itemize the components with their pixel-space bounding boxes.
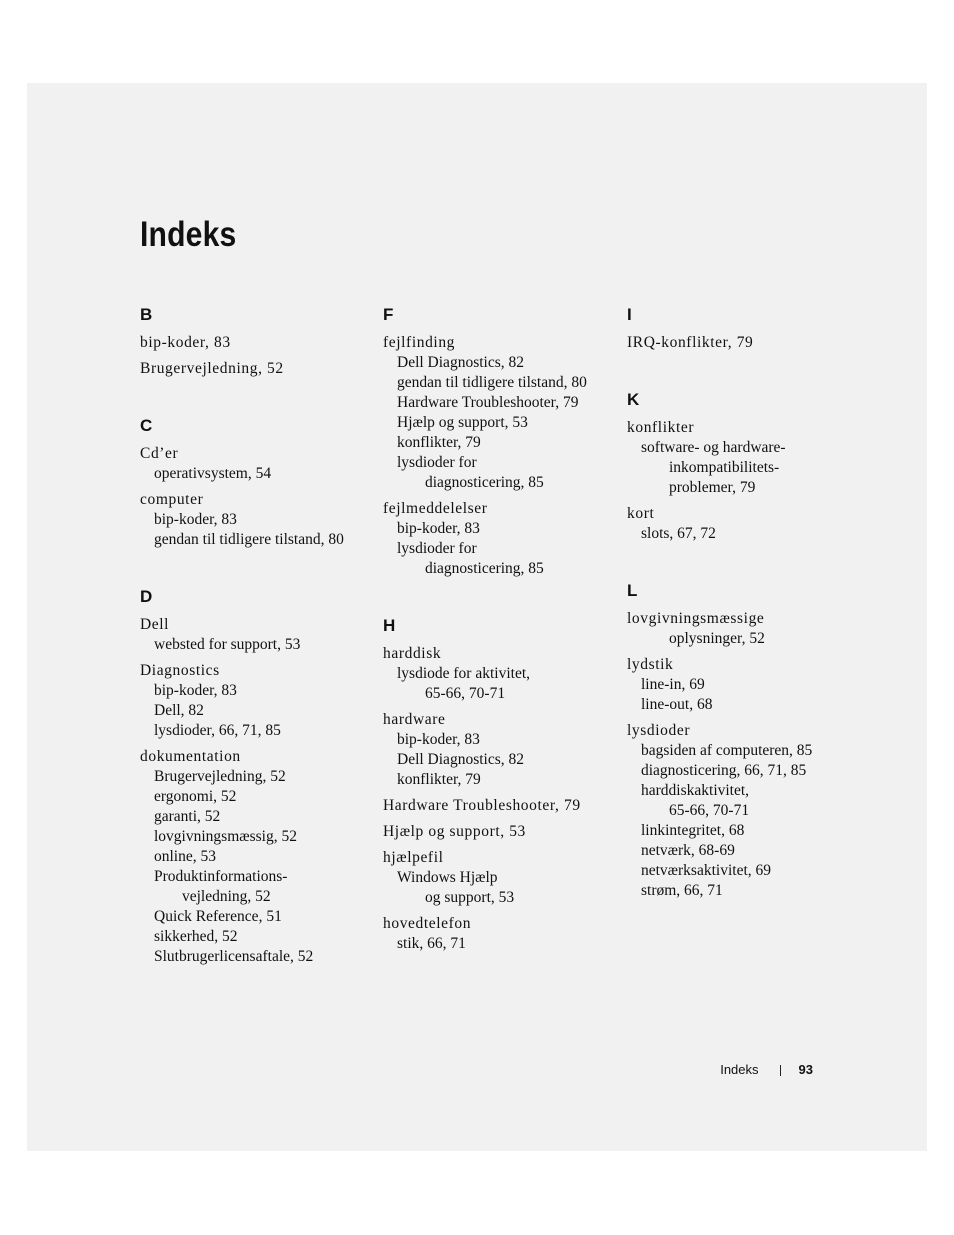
sub-entry: Brugervejledning, 52 [154, 768, 286, 785]
sub-entry: lovgivningsmæssig, 52 [154, 828, 297, 845]
sub-entry: Produktinformations- [154, 868, 288, 885]
sub-entry-continued: diagnosticering, 85 [425, 560, 544, 577]
entry-term: Dell [140, 616, 170, 633]
index-entry [140, 490, 375, 550]
sub-entry: gendan til tidligere tilstand, 80 [154, 531, 344, 548]
entry-term: hjælpefil [383, 849, 444, 866]
sub-entry: bagsiden af computeren, 85 [641, 742, 813, 759]
index-entry [140, 359, 375, 379]
section-letter: I [627, 305, 632, 324]
sub-entry-continued: 65-66, 70-71 [669, 802, 750, 819]
sub-entry: operativsystem, 54 [154, 465, 272, 482]
index-column-3 [627, 304, 867, 907]
sub-entry-continued: diagnosticering, 85 [425, 474, 544, 491]
entry-term: Brugervejledning, 52 [140, 360, 284, 377]
index-column-1 [140, 304, 375, 973]
index-entry [627, 721, 867, 901]
entry-term: konflikter [627, 419, 695, 436]
entry-term: kort [627, 505, 655, 522]
index-section [627, 304, 867, 353]
sub-entry: bip-koder, 83 [397, 520, 480, 537]
sub-entry: stik, 66, 71 [397, 935, 466, 952]
sub-entry: Hardware Troubleshooter, 79 [397, 394, 579, 411]
sub-entry: harddiskaktivitet, [641, 782, 750, 799]
entry-term: lovgivningsmæssige [627, 610, 765, 627]
index-entry [383, 333, 623, 493]
index-entry [383, 914, 623, 954]
index-entry [627, 333, 867, 353]
section-letter: B [140, 305, 153, 324]
sub-entry-continued: vejledning, 52 [182, 888, 271, 905]
sub-entry: Quick Reference, 51 [154, 908, 282, 925]
index-section [140, 586, 375, 967]
entry-term: hovedtelefon [383, 915, 472, 932]
entry-term: harddisk [383, 645, 442, 662]
index-entry [627, 504, 867, 544]
sub-entry: lysdiode for aktivitet, [397, 665, 531, 682]
page-number: 93 [798, 1062, 813, 1077]
index-section [383, 615, 623, 954]
sub-entry: lysdioder for [397, 454, 477, 471]
index-entry [383, 848, 623, 908]
sub-entry-continued: og support, 53 [425, 889, 515, 906]
index-entry [627, 655, 867, 715]
index-entry [140, 747, 375, 967]
entry-term: fejlfinding [383, 334, 456, 351]
index-entry [140, 444, 375, 484]
sub-entry: Windows Hjælp [397, 869, 498, 886]
section-letter: C [140, 416, 153, 435]
sub-entry: konflikter, 79 [397, 434, 481, 451]
sub-entry: Hjælp og support, 53 [397, 414, 528, 431]
sub-entry: Dell, 82 [154, 702, 204, 719]
index-entry [140, 661, 375, 741]
index-entry [383, 499, 623, 579]
sub-entry-continued: inkompatibilitets- [669, 459, 780, 476]
sub-entry: gendan til tidligere tilstand, 80 [397, 374, 587, 391]
entry-term: Hjælp og support, 53 [383, 823, 526, 840]
section-letter: D [140, 587, 153, 606]
index-section [140, 415, 375, 550]
entry-term: computer [140, 491, 204, 508]
page-footer [720, 1062, 813, 1078]
entry-term: IRQ-konflikter, 79 [627, 334, 754, 351]
sub-entry: garanti, 52 [154, 808, 221, 825]
sub-entry: line-out, 68 [641, 696, 713, 713]
index-section [627, 580, 867, 901]
footer-separator [780, 1065, 781, 1076]
entry-term: dokumentation [140, 748, 241, 765]
entry-term: Diagnostics [140, 662, 220, 679]
sub-entry-continued: 65-66, 70-71 [425, 685, 506, 702]
entry-term: hardware [383, 711, 446, 728]
index-section [383, 304, 623, 579]
entry-term: bip-koder, 83 [140, 334, 231, 351]
sub-entry: online, 53 [154, 848, 216, 865]
footer-label: Indeks [720, 1062, 759, 1077]
sub-entry: diagnosticering, 66, 71, 85 [641, 762, 807, 779]
sub-entry: linkintegritet, 68 [641, 822, 745, 839]
sub-entry: bip-koder, 83 [397, 731, 480, 748]
section-letter: F [383, 305, 394, 324]
entry-term: fejlmeddelelser [383, 500, 488, 517]
sub-entry: lysdioder, 66, 71, 85 [154, 722, 281, 739]
entry-term: lysdioder [627, 722, 691, 739]
sub-entry: netværk, 68-69 [641, 842, 735, 859]
index-entry [383, 644, 623, 704]
section-letter: L [627, 581, 638, 600]
sub-entry: line-in, 69 [641, 676, 705, 693]
sub-entry: bip-koder, 83 [154, 511, 237, 528]
index-entry [383, 822, 623, 842]
sub-entry: websted for support, 53 [154, 636, 301, 653]
sub-entry: netværksaktivitet, 69 [641, 862, 772, 879]
sub-entry: lysdioder for [397, 540, 477, 557]
sub-entry: konflikter, 79 [397, 771, 481, 788]
index-entry [140, 615, 375, 655]
section-letter: H [383, 616, 396, 635]
index-entry [140, 333, 375, 353]
index-section [140, 304, 375, 379]
sub-entry: Dell Diagnostics, 82 [397, 354, 524, 371]
sub-entry: Slutbrugerlicensaftale, 52 [154, 948, 314, 965]
index-section [627, 389, 867, 544]
entry-term: lydstik [627, 656, 674, 673]
index-entry [627, 418, 867, 498]
sub-entry: software- og hardware- [641, 439, 786, 456]
entry-term: Hardware Troubleshooter, 79 [383, 797, 581, 814]
index-entry [383, 710, 623, 790]
sub-entry: sikkerhed, 52 [154, 928, 238, 945]
index-column-2 [383, 304, 623, 960]
index-entry [383, 796, 623, 816]
sub-entry: ergonomi, 52 [154, 788, 237, 805]
page-title: Indeks [140, 215, 237, 254]
index-entry [627, 609, 867, 649]
entry-term: Cd’er [140, 445, 179, 462]
section-letter: K [627, 390, 640, 409]
sub-entry-continued: problemer, 79 [669, 479, 756, 496]
sub-entry: strøm, 66, 71 [641, 882, 723, 899]
sub-entry: bip-koder, 83 [154, 682, 237, 699]
entry-term-continued: oplysninger, 52 [669, 630, 765, 647]
sub-entry: Dell Diagnostics, 82 [397, 751, 524, 768]
sub-entry: slots, 67, 72 [641, 525, 716, 542]
